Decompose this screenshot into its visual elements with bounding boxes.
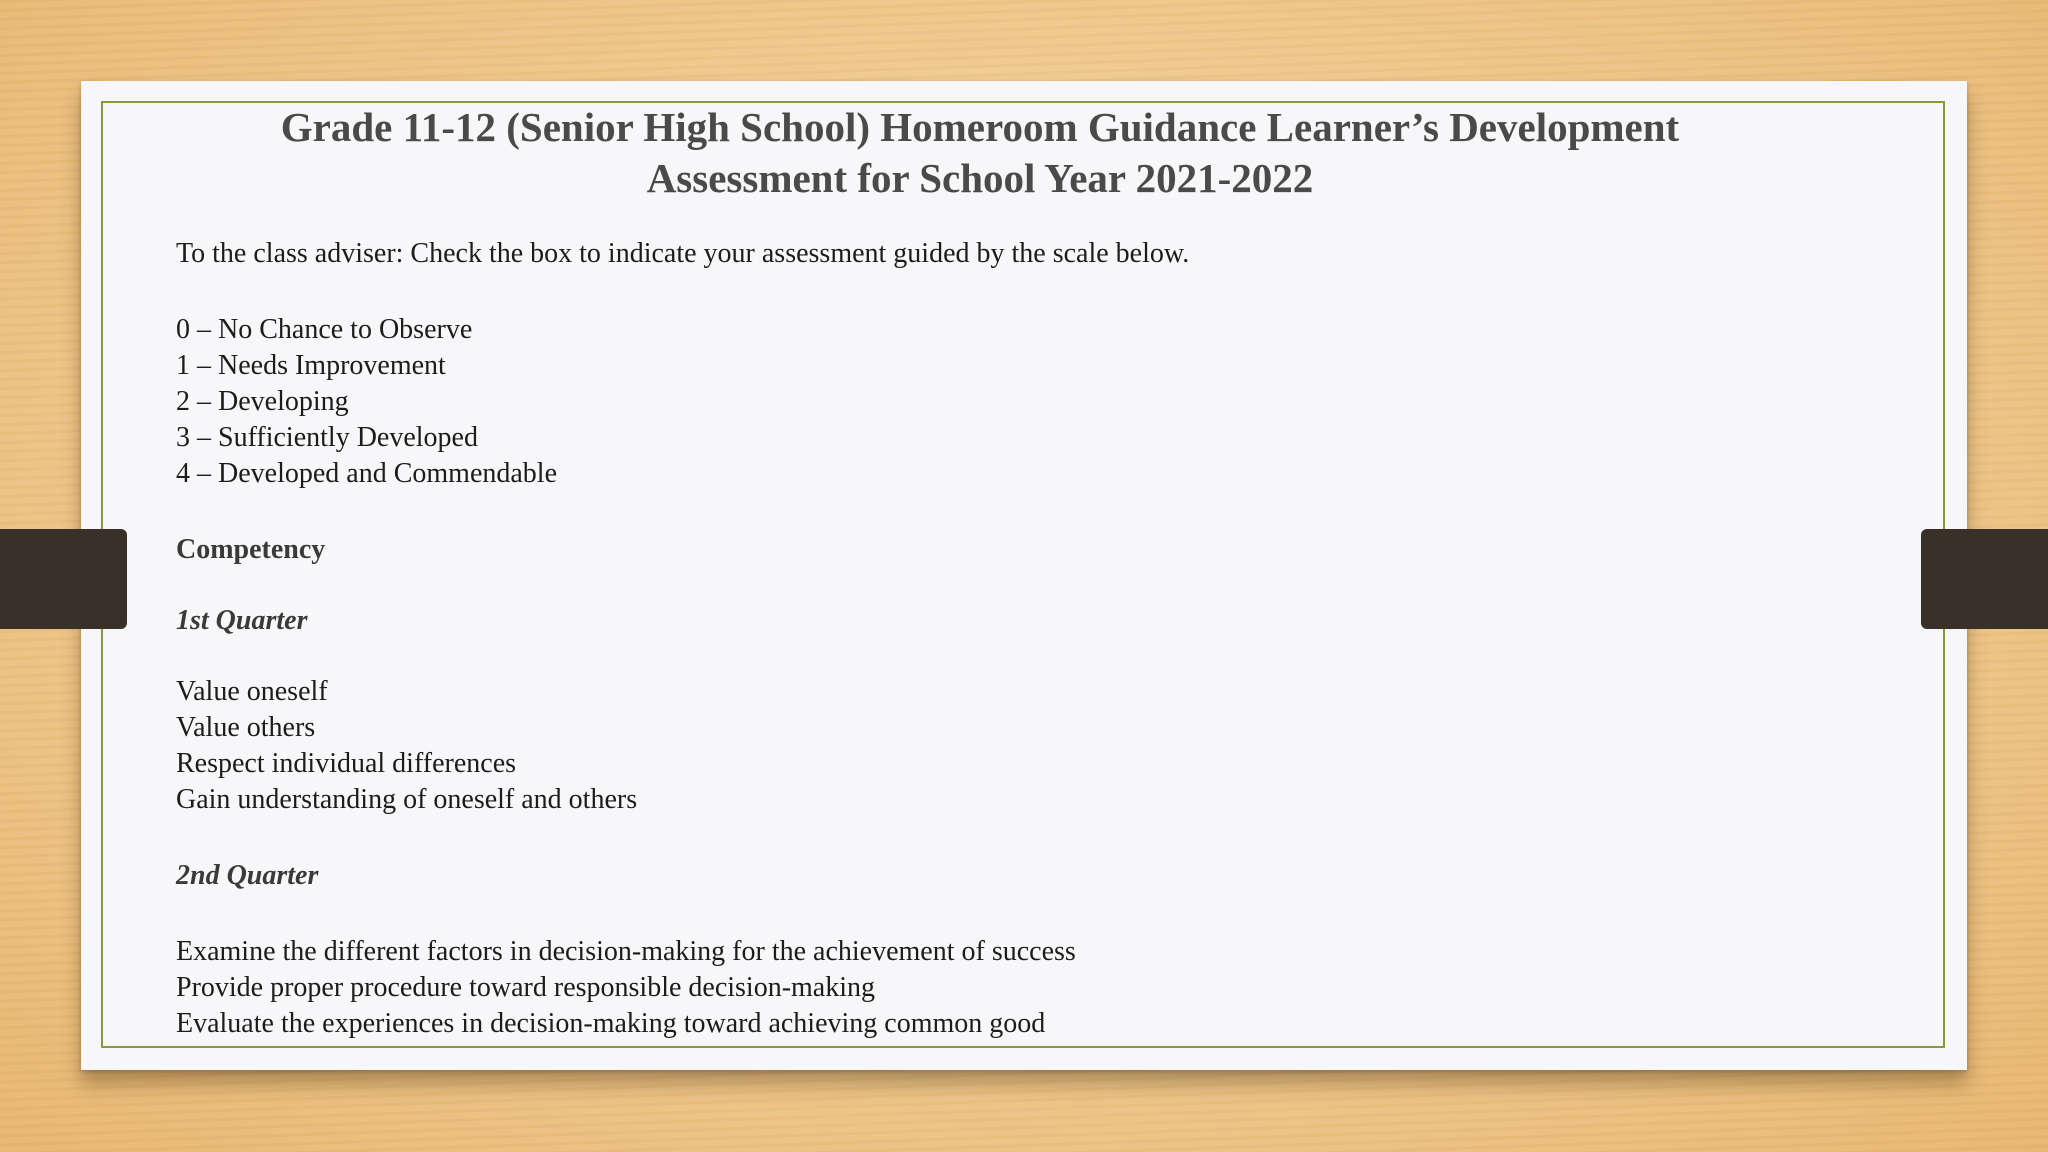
scale-item: 2 – Developing: [176, 386, 349, 417]
competency-item: Value oneself: [176, 676, 328, 707]
scale-item: 1 – Needs Improvement: [176, 350, 446, 381]
scale-item: 0 – No Chance to Observe: [176, 314, 473, 345]
rating-scale: [176, 312, 1876, 492]
title-line-1: Grade 11-12 (Senior High School) Homeroom Guidance Learner’s Development: [280, 104, 1680, 150]
competency-item: Evaluate the experiences in decision-making toward achieving common good: [176, 1008, 1046, 1039]
title-line-2: Assessment for School Year 2021-2022: [646, 155, 1314, 201]
quarter-1-competencies: [176, 674, 1876, 818]
scale-item: 3 – Sufficiently Developed: [176, 422, 478, 453]
scale-item: 4 – Developed and Commendable: [176, 458, 558, 489]
quarter-heading-1: 1st Quarter: [176, 605, 308, 636]
slide-title: [180, 102, 1780, 204]
slide-body: [176, 236, 1876, 1042]
competency-item: Respect individual differences: [176, 748, 517, 779]
right-binder-tab: [1921, 529, 2048, 629]
quarter-2-competencies: [176, 934, 1876, 1042]
competency-item: Value others: [176, 712, 316, 743]
competency-item: Examine the different factors in decision-making for the achievement of success: [176, 936, 1076, 967]
instruction-text: To the class adviser: Check the box to indicate your assessment guided by the scale below.: [176, 238, 1190, 269]
competency-heading: Competency: [176, 534, 326, 565]
competency-item: Gain understanding of oneself and others: [176, 784, 638, 815]
competency-item: Provide proper procedure toward responsible decision-making: [176, 972, 876, 1003]
left-binder-tab: [0, 529, 127, 629]
quarter-heading-2: 2nd Quarter: [176, 860, 319, 891]
